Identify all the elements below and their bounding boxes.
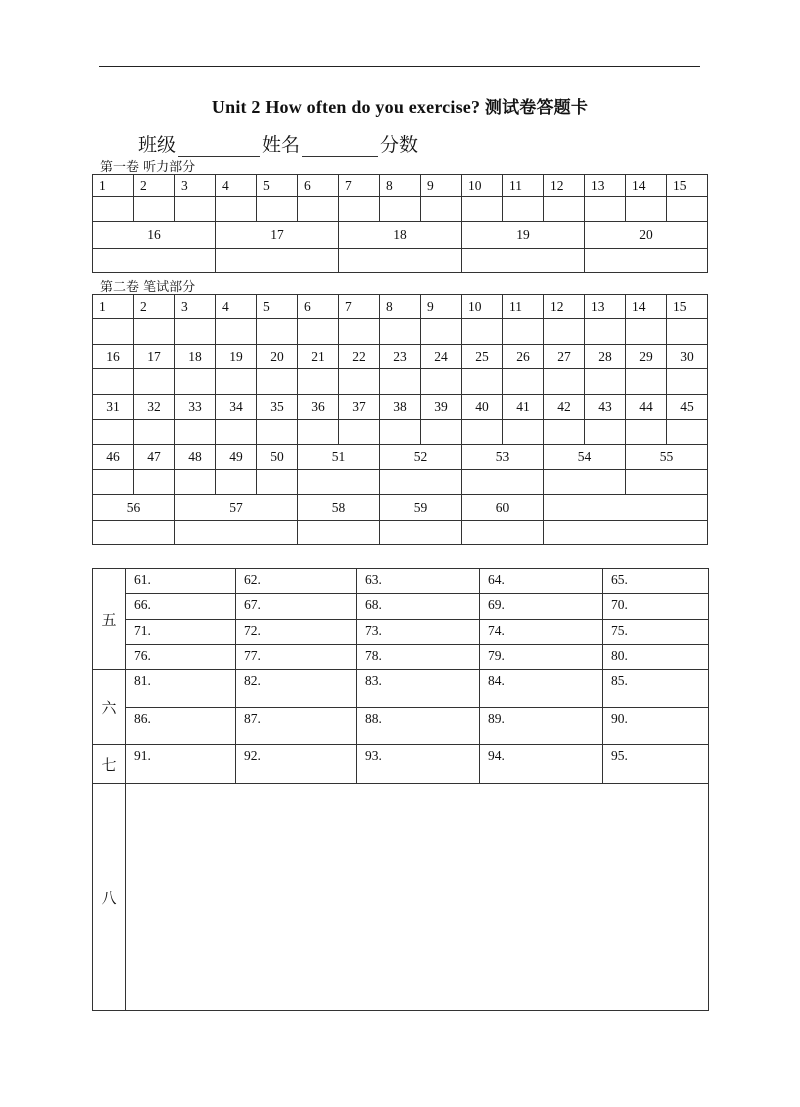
question-number: 6 bbox=[298, 295, 339, 319]
question-number: 5 bbox=[257, 295, 298, 319]
answer-box[interactable]: 93. bbox=[357, 745, 480, 784]
answer-box[interactable] bbox=[544, 420, 585, 445]
answer-box[interactable]: 73. bbox=[357, 620, 480, 645]
answer-box[interactable] bbox=[175, 197, 216, 222]
written-answer-sections bbox=[92, 568, 709, 1011]
question-number: 47 bbox=[134, 445, 175, 470]
top-rule bbox=[99, 66, 700, 67]
question-number: 31 bbox=[93, 395, 134, 420]
answer-box[interactable]: 86. bbox=[126, 708, 236, 745]
question-number: 38 bbox=[380, 395, 421, 420]
question-number: 11 bbox=[503, 295, 544, 319]
answer-box[interactable]: 63. bbox=[357, 569, 480, 594]
answer-box[interactable] bbox=[462, 470, 544, 495]
answer-box[interactable]: 81. bbox=[126, 670, 236, 708]
answer-box[interactable]: 62. bbox=[236, 569, 357, 594]
question-number: 8 bbox=[380, 175, 421, 197]
question-number: 33 bbox=[175, 395, 216, 420]
answer-box[interactable]: 76. bbox=[126, 645, 236, 670]
answer-box[interactable] bbox=[585, 420, 626, 445]
score-label: 分数 bbox=[380, 134, 419, 156]
answer-box[interactable]: 65. bbox=[603, 569, 709, 594]
answer-box[interactable] bbox=[544, 319, 585, 345]
question-number: 44 bbox=[626, 395, 667, 420]
question-number: 56 bbox=[93, 495, 175, 521]
question-number: 2 bbox=[134, 295, 175, 319]
question-number: 24 bbox=[421, 345, 462, 369]
answer-box[interactable] bbox=[298, 319, 339, 345]
answer-box[interactable] bbox=[544, 470, 626, 495]
question-number: 25 bbox=[462, 345, 503, 369]
answer-box[interactable] bbox=[626, 470, 708, 495]
question-number: 16 bbox=[93, 222, 216, 249]
title-en: Unit 2 How often do you exercise? bbox=[211, 97, 481, 117]
answer-box[interactable]: 90. bbox=[603, 708, 709, 745]
answer-box[interactable] bbox=[667, 197, 708, 222]
answer-box[interactable]: 87. bbox=[236, 708, 357, 745]
question-number: 13 bbox=[585, 295, 626, 319]
answer-box[interactable]: 64. bbox=[480, 569, 603, 594]
answer-box[interactable] bbox=[298, 470, 380, 495]
answer-box[interactable] bbox=[380, 319, 421, 345]
page-title bbox=[0, 93, 800, 118]
question-number: 12 bbox=[544, 175, 585, 197]
answer-box[interactable]: 80. bbox=[603, 645, 709, 670]
answer-box[interactable]: 61. bbox=[126, 569, 236, 594]
question-number: 19 bbox=[216, 345, 257, 369]
listening-answer-grid bbox=[92, 174, 708, 273]
answer-box[interactable] bbox=[93, 197, 134, 222]
answer-box[interactable] bbox=[585, 249, 708, 273]
answer-box[interactable]: 77. bbox=[236, 645, 357, 670]
question-number: 11 bbox=[503, 175, 544, 197]
answer-box[interactable] bbox=[257, 319, 298, 345]
question-number: 37 bbox=[339, 395, 380, 420]
answer-box[interactable] bbox=[585, 369, 626, 395]
question-number: 48 bbox=[175, 445, 216, 470]
answer-box[interactable] bbox=[339, 197, 380, 222]
question-number: 35 bbox=[257, 395, 298, 420]
question-number: 10 bbox=[462, 295, 503, 319]
question-number: 19 bbox=[462, 222, 585, 249]
question-number: 59 bbox=[380, 495, 462, 521]
answer-box[interactable] bbox=[134, 319, 175, 345]
answer-box[interactable] bbox=[380, 420, 421, 445]
question-number: 49 bbox=[216, 445, 257, 470]
answer-box[interactable] bbox=[667, 319, 708, 345]
answer-box[interactable] bbox=[585, 319, 626, 345]
answer-box[interactable]: 82. bbox=[236, 670, 357, 708]
answer-box[interactable]: 89. bbox=[480, 708, 603, 745]
answer-box[interactable] bbox=[216, 470, 257, 495]
answer-box[interactable] bbox=[544, 197, 585, 222]
section-label: 七 bbox=[93, 745, 126, 784]
answer-box[interactable] bbox=[462, 249, 585, 273]
answer-box[interactable] bbox=[421, 319, 462, 345]
answer-box[interactable] bbox=[216, 197, 257, 222]
answer-box[interactable]: 74. bbox=[480, 620, 603, 645]
answer-box[interactable]: 79. bbox=[480, 645, 603, 670]
answer-box[interactable] bbox=[380, 369, 421, 395]
question-number: 42 bbox=[544, 395, 585, 420]
answer-box[interactable] bbox=[503, 319, 544, 345]
answer-box[interactable] bbox=[626, 197, 667, 222]
question-number: 7 bbox=[339, 175, 380, 197]
answer-box[interactable] bbox=[298, 197, 339, 222]
question-number: 40 bbox=[462, 395, 503, 420]
question-number: 34 bbox=[216, 395, 257, 420]
answer-box[interactable] bbox=[503, 369, 544, 395]
answer-box[interactable]: 84. bbox=[480, 670, 603, 708]
answer-box[interactable]: 94. bbox=[480, 745, 603, 784]
question-number: 51 bbox=[298, 445, 380, 470]
answer-box[interactable]: 66. bbox=[126, 594, 236, 620]
answer-box[interactable] bbox=[421, 197, 462, 222]
answer-box[interactable] bbox=[93, 470, 134, 495]
name-label: 姓名 bbox=[262, 134, 301, 156]
question-number: 50 bbox=[257, 445, 298, 470]
student-info bbox=[138, 130, 418, 157]
answer-box[interactable] bbox=[380, 197, 421, 222]
answer-box[interactable] bbox=[175, 521, 298, 545]
answer-box[interactable] bbox=[175, 420, 216, 445]
answer-box[interactable] bbox=[257, 470, 298, 495]
answer-box[interactable] bbox=[93, 319, 134, 345]
answer-box[interactable] bbox=[93, 521, 175, 545]
question-number: 27 bbox=[544, 345, 585, 369]
answer-box[interactable] bbox=[585, 197, 626, 222]
question-number: 29 bbox=[626, 345, 667, 369]
question-number: 57 bbox=[175, 495, 298, 521]
question-number: 32 bbox=[134, 395, 175, 420]
answer-box[interactable] bbox=[626, 420, 667, 445]
answer-box[interactable]: 70. bbox=[603, 594, 709, 620]
empty-cell bbox=[544, 521, 708, 545]
question-number: 43 bbox=[585, 395, 626, 420]
answer-box[interactable] bbox=[298, 521, 380, 545]
question-number: 6 bbox=[298, 175, 339, 197]
writing-area[interactable] bbox=[126, 784, 709, 1011]
answer-box[interactable] bbox=[93, 249, 216, 273]
question-number: 16 bbox=[93, 345, 134, 369]
question-number: 23 bbox=[380, 345, 421, 369]
question-number: 5 bbox=[257, 175, 298, 197]
answer-box[interactable] bbox=[667, 369, 708, 395]
question-number: 15 bbox=[667, 175, 708, 197]
question-number: 53 bbox=[462, 445, 544, 470]
answer-box[interactable]: 83. bbox=[357, 670, 480, 708]
question-number: 4 bbox=[216, 295, 257, 319]
question-number: 3 bbox=[175, 295, 216, 319]
answer-box[interactable] bbox=[134, 369, 175, 395]
question-number: 12 bbox=[544, 295, 585, 319]
answer-box[interactable] bbox=[298, 369, 339, 395]
section-label: 八 bbox=[93, 784, 126, 1011]
answer-box[interactable] bbox=[380, 470, 462, 495]
question-number: 18 bbox=[339, 222, 462, 249]
answer-box[interactable]: 85. bbox=[603, 670, 709, 708]
question-number: 60 bbox=[462, 495, 544, 521]
answer-box[interactable] bbox=[216, 319, 257, 345]
answer-box[interactable] bbox=[462, 420, 503, 445]
answer-box[interactable] bbox=[175, 319, 216, 345]
section-label: 五 bbox=[93, 569, 126, 670]
answer-box[interactable]: 78. bbox=[357, 645, 480, 670]
answer-box[interactable]: 72. bbox=[236, 620, 357, 645]
answer-box[interactable] bbox=[257, 197, 298, 222]
answer-box[interactable] bbox=[626, 369, 667, 395]
question-number: 17 bbox=[134, 345, 175, 369]
question-number: 3 bbox=[175, 175, 216, 197]
answer-box[interactable] bbox=[380, 521, 462, 545]
answer-box[interactable] bbox=[626, 319, 667, 345]
question-number: 1 bbox=[93, 175, 134, 197]
answer-box[interactable] bbox=[216, 249, 339, 273]
answer-box[interactable] bbox=[462, 319, 503, 345]
answer-box[interactable] bbox=[339, 319, 380, 345]
answer-box[interactable] bbox=[134, 197, 175, 222]
answer-box[interactable] bbox=[462, 197, 503, 222]
question-number: 26 bbox=[503, 345, 544, 369]
answer-box[interactable]: 71. bbox=[126, 620, 236, 645]
name-field[interactable] bbox=[302, 138, 378, 157]
answer-box[interactable]: 75. bbox=[603, 620, 709, 645]
question-number: 8 bbox=[380, 295, 421, 319]
answer-box[interactable] bbox=[93, 420, 134, 445]
question-number: 4 bbox=[216, 175, 257, 197]
question-number: 28 bbox=[585, 345, 626, 369]
question-number: 9 bbox=[421, 295, 462, 319]
empty-cell bbox=[544, 495, 708, 521]
question-number: 52 bbox=[380, 445, 462, 470]
answer-box[interactable] bbox=[667, 420, 708, 445]
answer-box[interactable] bbox=[503, 197, 544, 222]
question-number: 22 bbox=[339, 345, 380, 369]
question-number: 14 bbox=[626, 175, 667, 197]
answer-box[interactable] bbox=[462, 521, 544, 545]
question-number: 13 bbox=[585, 175, 626, 197]
answer-box[interactable] bbox=[503, 420, 544, 445]
answer-box[interactable]: 68. bbox=[357, 594, 480, 620]
answer-box[interactable]: 69. bbox=[480, 594, 603, 620]
question-number: 9 bbox=[421, 175, 462, 197]
question-number: 36 bbox=[298, 395, 339, 420]
part1-heading: 第一卷 听力部分 bbox=[100, 160, 196, 175]
part2-heading: 第二卷 笔试部分 bbox=[100, 280, 196, 295]
answer-box[interactable] bbox=[421, 369, 462, 395]
answer-box[interactable] bbox=[257, 369, 298, 395]
question-number: 20 bbox=[257, 345, 298, 369]
answer-box[interactable]: 95. bbox=[603, 745, 709, 784]
written-answer-grid bbox=[92, 294, 708, 545]
answer-box[interactable] bbox=[93, 369, 134, 395]
answer-box[interactable] bbox=[462, 369, 503, 395]
question-number: 20 bbox=[585, 222, 708, 249]
answer-box[interactable] bbox=[134, 420, 175, 445]
question-number: 14 bbox=[626, 295, 667, 319]
answer-box[interactable] bbox=[339, 420, 380, 445]
title-cn: 测试卷答题卡 bbox=[484, 98, 589, 118]
answer-box[interactable] bbox=[134, 470, 175, 495]
class-label: 班级 bbox=[138, 134, 177, 156]
question-number: 30 bbox=[667, 345, 708, 369]
question-number: 2 bbox=[134, 175, 175, 197]
answer-box[interactable] bbox=[544, 369, 585, 395]
answer-box[interactable] bbox=[298, 420, 339, 445]
question-number: 54 bbox=[544, 445, 626, 470]
answer-box[interactable] bbox=[421, 420, 462, 445]
question-number: 46 bbox=[93, 445, 134, 470]
answer-box[interactable]: 91. bbox=[126, 745, 236, 784]
question-number: 21 bbox=[298, 345, 339, 369]
question-number: 41 bbox=[503, 395, 544, 420]
question-number: 15 bbox=[667, 295, 708, 319]
answer-box[interactable] bbox=[175, 369, 216, 395]
answer-box[interactable] bbox=[216, 369, 257, 395]
question-number: 39 bbox=[421, 395, 462, 420]
answer-box[interactable]: 92. bbox=[236, 745, 357, 784]
answer-box[interactable]: 67. bbox=[236, 594, 357, 620]
answer-box[interactable] bbox=[216, 420, 257, 445]
answer-box[interactable] bbox=[257, 420, 298, 445]
question-number: 45 bbox=[667, 395, 708, 420]
question-number: 55 bbox=[626, 445, 708, 470]
question-number: 58 bbox=[298, 495, 380, 521]
question-number: 7 bbox=[339, 295, 380, 319]
answer-box[interactable] bbox=[339, 249, 462, 273]
answer-box[interactable] bbox=[175, 470, 216, 495]
question-number: 10 bbox=[462, 175, 503, 197]
class-field[interactable] bbox=[178, 138, 260, 157]
answer-box[interactable]: 88. bbox=[357, 708, 480, 745]
section-label: 六 bbox=[93, 670, 126, 745]
question-number: 1 bbox=[93, 295, 134, 319]
answer-box[interactable] bbox=[339, 369, 380, 395]
question-number: 18 bbox=[175, 345, 216, 369]
question-number: 17 bbox=[216, 222, 339, 249]
